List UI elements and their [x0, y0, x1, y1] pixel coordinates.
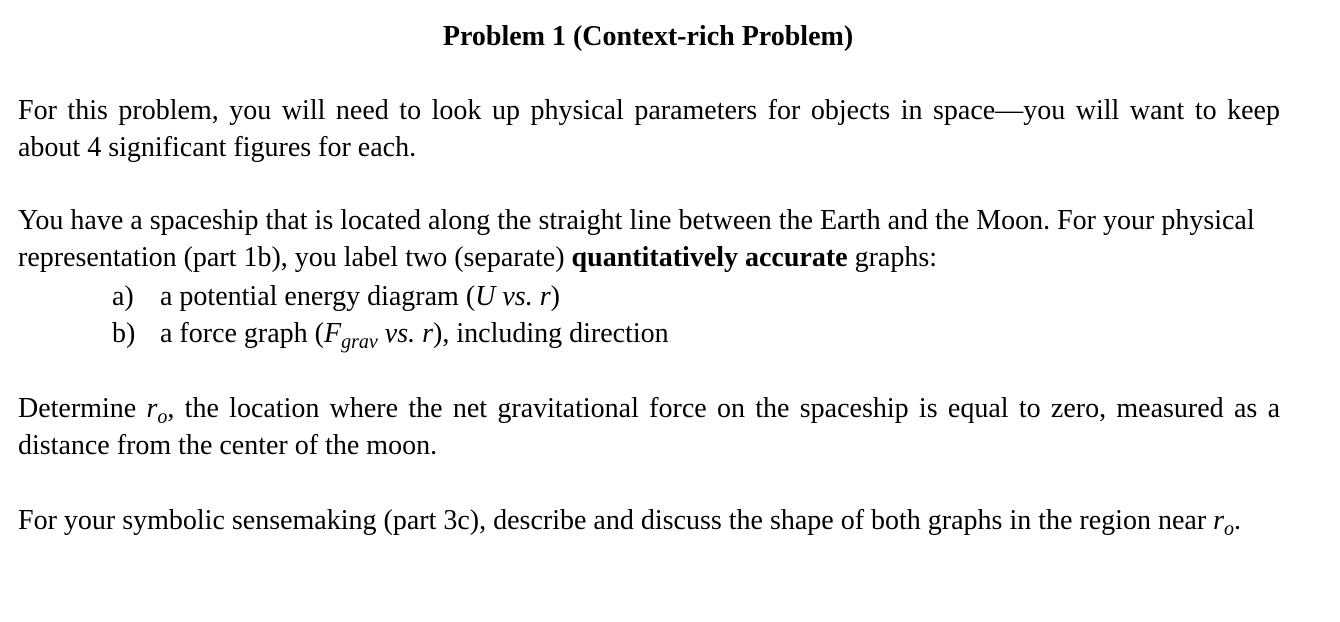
list-marker: b): [112, 318, 136, 349]
paragraph-sensemaking: [18, 502, 1280, 539]
list-item-text: a potential energy diagram (: [160, 281, 476, 312]
sensemaking-text-end: .: [1234, 505, 1242, 536]
variable-r: r: [422, 318, 434, 349]
variable-r: r: [539, 281, 551, 312]
list-item-text-end: ): [550, 281, 560, 312]
determine-text: Determine: [18, 393, 147, 424]
subscript-o: o: [1224, 518, 1235, 540]
paragraph-instructions: For this problem, you will need to look up physical parameters for objects in space—you will want to keep about 4 significant figures for each.: [18, 95, 1280, 163]
problem-title: Problem 1 (Context-rich Problem): [442, 21, 854, 52]
subscript-o: o: [157, 406, 168, 428]
determine-text-end: , the location where the net gravitational force on the spaceship is equal to zero, measured as a distance from the center of the moon.: [18, 393, 1280, 461]
graph-list: [112, 278, 1212, 352]
paragraph-determine: [18, 390, 1280, 464]
subscript-grav: grav: [341, 331, 378, 353]
scenario-text-end: graphs:: [847, 242, 938, 273]
list-item-b: [112, 315, 1212, 352]
scenario-emphasis: quantitatively accurate: [571, 242, 848, 273]
list-item-text-end: ), including direction: [433, 318, 669, 349]
paragraph-scenario: [18, 202, 1280, 276]
list-marker: a): [112, 281, 134, 312]
symbol-r: r: [1213, 505, 1225, 536]
scenario-text: You have a spaceship that is located along the straight line between the Earth and the Moon. For your physical representation (part 1b), you label two (separate): [18, 205, 1255, 273]
sensemaking-text: For your symbolic sensemaking (part 3c), describe and discuss the shape of both graphs in the region near: [18, 505, 1214, 536]
list-item-a: [112, 278, 1212, 315]
vs-text: vs.: [495, 281, 540, 312]
symbol-r: r: [146, 393, 158, 424]
variable-u: U: [475, 281, 496, 312]
variable-f: F: [324, 318, 342, 349]
list-item-text: a force graph (: [160, 318, 325, 349]
vs-text: vs.: [377, 318, 423, 349]
